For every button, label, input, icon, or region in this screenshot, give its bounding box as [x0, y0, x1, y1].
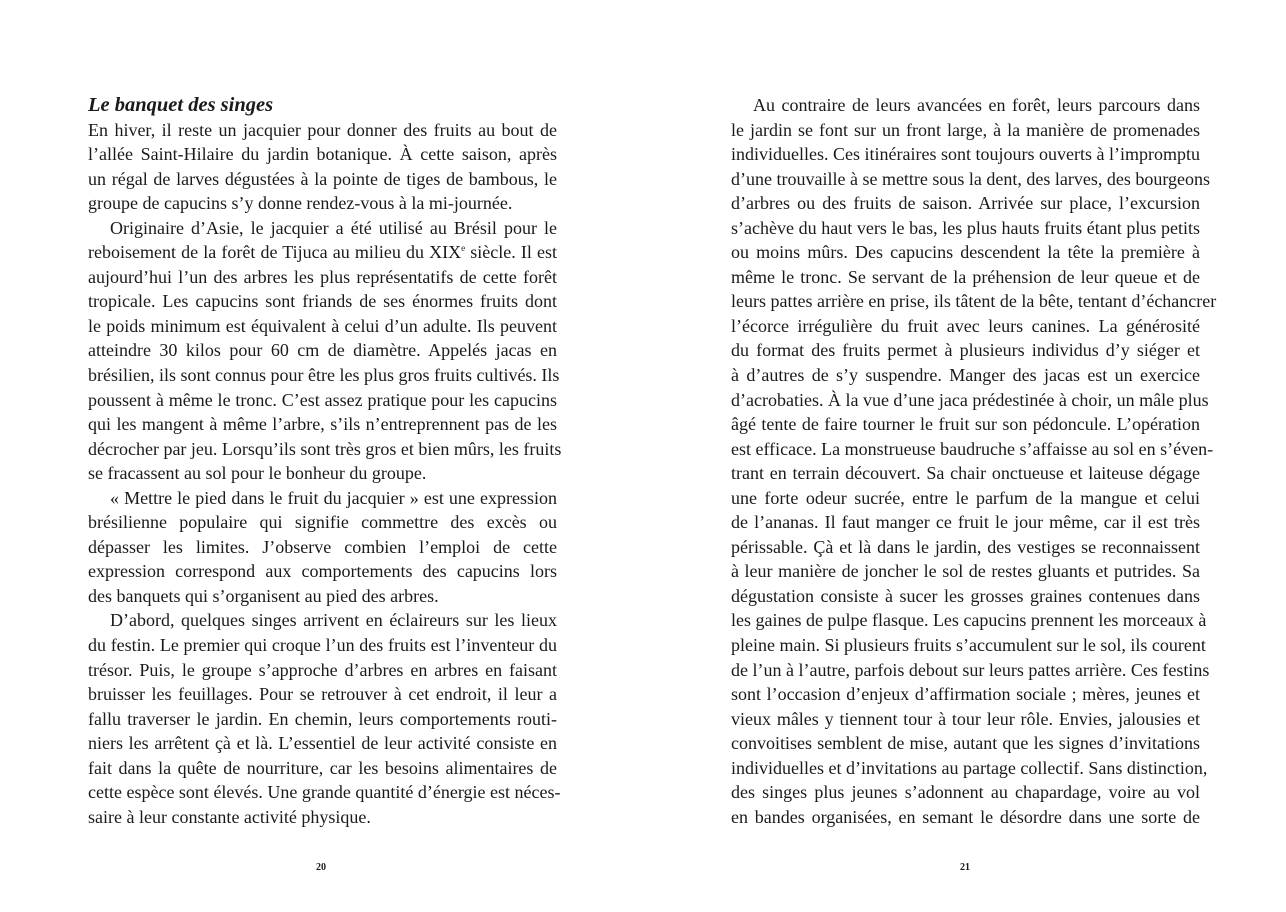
- text-line: l’écorce irrégulière du fruit avec leurs canines. La générosité: [731, 315, 1200, 336]
- paragraph: [88, 118, 557, 216]
- text-line: convoitises semblent de mise, autant que les signes d’invitations: [731, 733, 1200, 754]
- text-line: décrocher par jeu. Lorsqu’ils sont très gros et bien mûrs, les fruits: [88, 438, 562, 459]
- text-line: cette espèce sont élevés. Une grande quantité d’énergie est néces-: [88, 782, 561, 803]
- text-line: Originaire d’Asie, le jacquier a été utilisé au Brésil pour le: [110, 217, 557, 238]
- text-line: individuelles et d’invitations au partage collectif. Sans distinction,: [731, 757, 1208, 778]
- text-line: groupe de capucins s’y donne rendez-vous à la mi-journée.: [88, 193, 513, 214]
- text-line: une forte odeur sucrée, entre le parfum de la mangue et celui: [731, 487, 1200, 508]
- text-line: fait dans la quête de nourriture, car les besoins alimentaires de: [88, 757, 557, 778]
- text-line: « Mettre le pied dans le fruit du jacquier » est une expression: [110, 487, 557, 508]
- text-column: [88, 93, 562, 829]
- text-segment: reboisement de la forêt de Tijuca au milieu du XIX: [88, 242, 462, 263]
- text-line: sont l’occasion d’enjeux d’affirmation sociale ; mères, jeunes et: [731, 684, 1200, 705]
- paragraph: [88, 216, 562, 486]
- text-line: Au contraire de leurs avancées en forêt, leurs parcours dans: [753, 95, 1200, 115]
- text-segment: siècle. Il est: [465, 242, 557, 263]
- text-line: En hiver, il reste un jacquier pour donner des fruits au bout de: [88, 119, 557, 140]
- text-line: d’arbres ou des fruits de saison. Arrivée sur place, l’excursion: [731, 193, 1200, 214]
- text-line: des banquets qui s’organisent au pied des arbres.: [88, 585, 439, 606]
- page-number: 21: [960, 862, 970, 873]
- text-line: brésilien, ils sont connus pour être les plus gros fruits cultivés. Ils: [88, 365, 560, 386]
- text-line: fallu traverser le jardin. En chemin, leurs comportements routi-: [88, 708, 557, 729]
- text-line: des singes plus jeunes s’adonnent au chapardage, voire au vol: [731, 782, 1200, 803]
- page-number: 20: [316, 862, 326, 873]
- text-line: s’achève du haut vers le bas, les plus hauts fruits étant plus petits: [731, 217, 1200, 238]
- text-line: à leur manière de joncher le sol de restes gluants et putrides. Sa: [731, 561, 1200, 582]
- section-heading: Le banquet des singes: [88, 94, 274, 116]
- text-line: du festin. Le premier qui croque l’un des fruits est l’inventeur du: [88, 635, 557, 656]
- paragraph: [88, 486, 557, 609]
- superscript: e: [461, 243, 466, 254]
- text-line: même le tronc. Se servant de la préhension de leur queue et de: [731, 266, 1200, 287]
- body-text: [88, 118, 562, 830]
- text-column: [731, 93, 1217, 829]
- text-line: trant en terrain découvert. Sa chair onctueuse et laiteuse dégage: [731, 463, 1200, 484]
- text-line: de l’ananas. Il faut manger ce fruit le jour même, car il est très: [731, 512, 1200, 533]
- text-line: vieux mâles y tiennent tour à tour leur rôle. Envies, jalousies et: [731, 708, 1200, 729]
- text-line: expression correspond aux comportements des capucins lors: [88, 561, 557, 582]
- text-line: d’une trouvaille à se mettre sous la dent, des larves, des bourgeons: [731, 168, 1211, 189]
- text-line: aujourd’hui l’un des arbres les plus représentatifs de cette forêt: [88, 266, 557, 287]
- text-line: individuelles. Ces itinéraires sont toujours ouverts à l’impromptu: [731, 144, 1200, 165]
- text-line: en bandes organisées, en semant le désordre dans une sorte de: [731, 806, 1200, 827]
- text-line: un régal de larves dégustées à la pointe de tiges de bambous, le: [88, 168, 557, 189]
- text-line: brésilienne populaire qui signifie commettre des excès ou: [88, 512, 557, 533]
- text-line: d’acrobaties. À la vue d’une jaca prédestinée à choir, un mâle plus: [731, 389, 1209, 410]
- text-line: périssable. Çà et là dans le jardin, des vestiges se reconnaissent: [731, 536, 1200, 557]
- paragraph: [88, 608, 561, 829]
- text-line: [88, 240, 557, 265]
- text-line: le jardin se font sur un front large, à la manière de promenades: [731, 119, 1200, 140]
- text-line: les gaines de pulpe flasque. Les capucins prennent les morceaux à: [731, 610, 1207, 631]
- text-line: est efficace. La monstrueuse baudruche s’affaisse au sol en s’éven-: [731, 438, 1214, 459]
- text-line: se fracassent au sol pour le bonheur du groupe.: [88, 463, 427, 484]
- text-line: qui les mangent à même l’arbre, s’ils n’entreprennent pas de les: [88, 414, 557, 435]
- text-line: de l’un à l’autre, parfois debout sur leurs pattes arrière. Ces festins: [731, 659, 1210, 680]
- text-line: atteindre 30 kilos pour 60 cm de diamètre. Appelés jacas en: [88, 340, 557, 361]
- text-line: poussent à même le tronc. C’est assez pratique pour les capucins: [88, 389, 557, 410]
- right-page: [643, 0, 1286, 912]
- text-line: le poids minimum est équivalent à celui d’un adulte. Ils peuvent: [88, 315, 557, 336]
- text-line: ou moins mûrs. Des capucins descendent la tête la première à: [731, 242, 1200, 263]
- text-line: dépasser les limites. J’observe combien l’emploi de cette: [88, 536, 557, 557]
- text-line: du format des fruits permet à plusieurs individus d’y siéger et: [731, 340, 1200, 361]
- text-line: pleine main. Si plusieurs fruits s’accumulent sur le sol, ils courent: [731, 635, 1206, 656]
- text-line: leurs pattes arrière en prise, ils tâtent de la bête, tentant d’échancrer: [731, 291, 1217, 312]
- text-line: bruisser les feuillages. Pour se retrouver à cet endroit, il leur a: [88, 684, 557, 705]
- body-text: [731, 93, 1217, 829]
- text-line: trésor. Puis, le groupe s’approche d’arbres en arbres en faisant: [88, 659, 557, 680]
- text-line: âgé tente de faire tourner le fruit sur son pédoncule. L’opération: [731, 414, 1200, 435]
- text-line: saire à leur constante activité physique.: [88, 806, 371, 827]
- paragraph: [731, 93, 1217, 829]
- text-line: niers les arrêtent çà et là. L’essentiel de leur activité consiste en: [88, 733, 557, 754]
- text-line: tropicale. Les capucins sont friands de ses énormes fruits dont: [88, 291, 557, 312]
- text-line: dégustation consiste à sucer les grosses graines contenues dans: [731, 585, 1200, 606]
- text-line: à d’autres de s’y suspendre. Manger des jacas est un exercice: [731, 365, 1200, 386]
- text-line: l’allée Saint-Hilaire du jardin botanique. À cette saison, après: [88, 144, 557, 165]
- text-line: D’abord, quelques singes arrivent en éclaireurs sur les lieux: [110, 610, 557, 631]
